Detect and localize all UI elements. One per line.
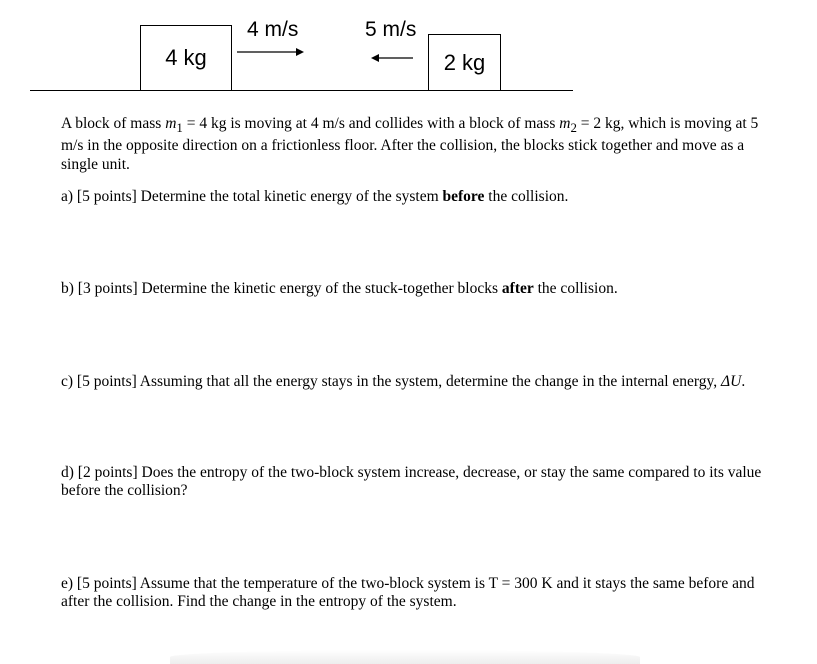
intro-text-3: = 2 kg, which is moving at 5 m/s in the opposite direction on a frictionless floor. After the collision, the blocks stick together and move as a single unit. bbox=[61, 115, 759, 173]
question-c-end: . bbox=[741, 373, 746, 390]
intro-text-1: A block of mass bbox=[61, 115, 166, 132]
question-b-text: b) [3 points] Determine the kinetic energy of the stuck-together blocks bbox=[61, 280, 502, 297]
left-arrow-icon bbox=[370, 52, 415, 64]
mass-symbol-2: m bbox=[559, 115, 571, 132]
question-d: d) [2 points] Does the entropy of the two-block system increase, decrease, or stay the same compared to its value before the collision? bbox=[61, 464, 762, 500]
problem-statement bbox=[61, 115, 781, 174]
question-e: e) [5 points] Assume that the temperature of the two-block system is T = 300 K and it stays the same before and after the collision. Find the change in the entropy of the system. bbox=[61, 575, 755, 611]
block-2kg-label: 2 kg bbox=[443, 49, 486, 75]
question-b-end: the collision. bbox=[533, 280, 618, 297]
block-4kg bbox=[140, 25, 232, 91]
question-a-emphasis: before bbox=[442, 188, 485, 205]
question-c-text: c) [5 points] Assuming that all the energy stays in the system, determine the change in the internal energy, bbox=[61, 373, 722, 390]
right-speed-label: 5 m/s bbox=[365, 18, 417, 41]
mass-subscript-2: 2 bbox=[570, 120, 577, 136]
block-2kg bbox=[428, 34, 501, 91]
question-b bbox=[61, 280, 781, 298]
right-arrow-icon bbox=[236, 46, 306, 58]
bottom-shadow bbox=[170, 650, 640, 664]
question-a-text: a) [5 points] Determine the total kinetic energy of the system bbox=[61, 188, 443, 205]
collision-diagram bbox=[0, 0, 817, 100]
question-a-end: the collision. bbox=[484, 188, 569, 205]
mass-subscript-1: 1 bbox=[176, 120, 183, 136]
left-speed-label: 4 m/s bbox=[247, 18, 299, 41]
question-a bbox=[61, 188, 781, 206]
block-4kg-label: 4 kg bbox=[165, 45, 207, 70]
question-b-emphasis: after bbox=[501, 280, 534, 297]
question-c bbox=[61, 373, 781, 391]
intro-text-2: = 4 kg is moving at 4 m/s and collides with a block of mass bbox=[182, 115, 560, 132]
mass-symbol-1: m bbox=[165, 115, 177, 132]
delta-u-symbol: ΔU bbox=[721, 373, 742, 390]
